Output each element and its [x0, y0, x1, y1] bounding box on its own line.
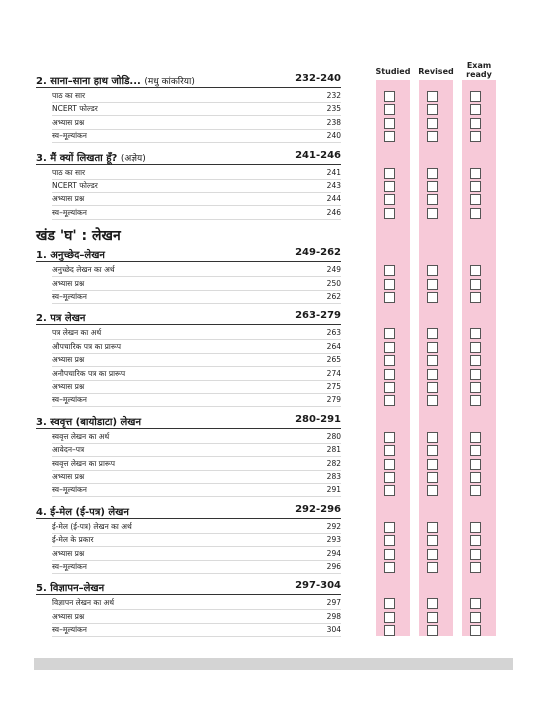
toc-row — [52, 291, 341, 304]
exam-ready-checkbox[interactable] — [470, 342, 481, 353]
section-title — [36, 580, 104, 594]
studied-checkbox[interactable] — [384, 342, 395, 353]
revised-checkbox[interactable] — [427, 279, 438, 290]
revised-checkbox[interactable] — [427, 355, 438, 366]
toc-item-label: स्व–मूल्यांकन — [52, 292, 87, 301]
toc-row — [52, 521, 341, 534]
exam-ready-checkbox[interactable] — [470, 118, 481, 129]
section-page-range: 292-296 — [295, 503, 341, 515]
section-title — [36, 414, 141, 428]
toc-item-page: 283 — [326, 472, 341, 481]
toc-item-page: 292 — [326, 521, 341, 531]
revised-checkbox[interactable] — [427, 265, 438, 276]
section-header — [36, 414, 341, 429]
section-title — [36, 247, 105, 261]
revised-checkbox[interactable] — [427, 342, 438, 353]
studied-checkbox[interactable] — [384, 472, 395, 483]
toc-item-label: अभ्यास प्रश्न — [52, 611, 85, 621]
toc-item-label: अभ्यास प्रश्न — [52, 472, 85, 481]
section-title-text: 2. साना–साना हाथ जोडि... — [36, 76, 141, 87]
toc-item-label: औपचारिक पत्र का प्रारूप — [52, 341, 121, 351]
studied-checkbox[interactable] — [384, 208, 395, 219]
revised-checkbox[interactable] — [427, 369, 438, 380]
section-title-text: 3. स्ववृत्त (बायोडाटा) लेखन — [36, 416, 142, 428]
revised-header: Revised — [418, 67, 454, 76]
toc-row — [52, 471, 341, 484]
toc-row — [52, 103, 341, 116]
studied-checkbox[interactable] — [384, 104, 395, 115]
toc-item-label: NCERT फोल्डर — [52, 181, 98, 190]
toc-item-label: स्व–मूल्यांकन — [52, 131, 87, 141]
studied-checkbox[interactable] — [384, 382, 395, 393]
exam-ready-checkbox[interactable] — [470, 485, 481, 496]
toc-item-label: स्व–मूल्यांकन — [52, 395, 87, 405]
toc-row — [52, 534, 341, 547]
section-title — [36, 310, 85, 324]
section-title-text: 2. पत्र लेखन — [36, 313, 86, 325]
toc-item-page: 275 — [326, 382, 341, 391]
toc-item-page: 263 — [326, 328, 341, 338]
revised-checkbox[interactable] — [427, 382, 438, 393]
studied-checkbox[interactable] — [384, 265, 395, 276]
section-title — [36, 73, 195, 87]
exam-ready-checkbox[interactable] — [470, 549, 481, 560]
revised-checkbox[interactable] — [427, 598, 438, 609]
revised-checkbox[interactable] — [427, 535, 438, 546]
toc-item-page: 243 — [326, 181, 341, 190]
toc-row — [52, 458, 341, 471]
revised-checkbox[interactable] — [427, 472, 438, 483]
section-title-text: 1. अनुच्छेद–लेखन — [36, 250, 105, 262]
toc-row — [52, 368, 341, 381]
studied-checkbox[interactable] — [384, 445, 395, 456]
exam-ready-checkbox[interactable] — [470, 562, 481, 573]
toc-item-label: अभ्यास प्रश्न — [52, 548, 85, 558]
studied-checkbox[interactable] — [384, 292, 395, 303]
toc-row — [52, 90, 341, 103]
section-title — [36, 504, 129, 518]
toc-item-label: स्ववृत्त लेखन का प्रारूप — [52, 458, 115, 468]
exam-ready-checkbox[interactable] — [470, 522, 481, 533]
section-page-range: 249-262 — [295, 247, 341, 259]
toc-item-label: अनुच्छेद लेखन का अर्थ — [52, 265, 115, 275]
footer-bar — [34, 658, 513, 670]
section-header — [36, 150, 341, 165]
toc-item-label: स्व–मूल्यांकन — [52, 625, 87, 635]
exam-ready-header: Exam ready — [466, 61, 492, 79]
studied-checkbox[interactable] — [384, 625, 395, 636]
toc-row — [52, 548, 341, 561]
toc-row — [52, 327, 341, 340]
exam-ready-checkbox[interactable] — [470, 292, 481, 303]
studied-checkbox[interactable] — [384, 522, 395, 533]
toc-item-label: ई-मेल के प्रकार — [52, 535, 94, 545]
toc-item-label: अभ्यास प्रश्न — [52, 194, 85, 204]
toc-row — [52, 167, 341, 180]
revised-checkbox[interactable] — [427, 445, 438, 456]
toc-row — [52, 193, 341, 206]
toc-item-page: 282 — [326, 458, 341, 468]
revised-checkbox[interactable] — [427, 432, 438, 443]
revised-checkbox[interactable] — [427, 625, 438, 636]
toc-item-label: NCERT फोल्डर — [52, 104, 98, 114]
toc-item-label: अभ्यास प्रश्न — [52, 117, 85, 127]
toc-row — [52, 278, 341, 291]
studied-checkbox[interactable] — [384, 459, 395, 470]
studied-checkbox[interactable] — [384, 432, 395, 443]
toc-row — [52, 624, 341, 637]
section-header — [36, 247, 341, 262]
exam-ready-checkbox[interactable] — [470, 612, 481, 623]
exam-ready-checkbox[interactable] — [470, 395, 481, 406]
toc-item-page: 291 — [326, 485, 341, 495]
toc-row — [52, 431, 341, 444]
toc-row — [52, 444, 341, 457]
toc-item-page: 304 — [326, 625, 341, 635]
revised-checkbox[interactable] — [427, 118, 438, 129]
section-header — [36, 580, 341, 595]
section-page-range: 263-279 — [295, 310, 341, 322]
section-page-range: 241-246 — [295, 149, 341, 161]
toc-item-page: 265 — [326, 355, 341, 365]
studied-checkbox[interactable] — [384, 181, 395, 192]
studied-checkbox[interactable] — [384, 369, 395, 380]
toc-item-page: 274 — [326, 368, 341, 378]
toc-item-page: 264 — [326, 341, 341, 351]
revised-checkbox[interactable] — [427, 104, 438, 115]
exam-ready-checkbox[interactable] — [470, 168, 481, 179]
studied-checkbox[interactable] — [384, 355, 395, 366]
revised-checkbox[interactable] — [427, 168, 438, 179]
section-title-text: 5. विज्ञापन–लेखन — [36, 583, 105, 595]
studied-checkbox[interactable] — [384, 194, 395, 205]
revised-checkbox[interactable] — [427, 562, 438, 573]
exam-ready-checkbox[interactable] — [470, 598, 481, 609]
toc-row — [52, 394, 341, 407]
revised-checkbox[interactable] — [427, 292, 438, 303]
toc-item-page: 280 — [326, 431, 341, 441]
studied-checkbox[interactable] — [384, 91, 395, 102]
toc-item-label: अभ्यास प्रश्न — [52, 278, 85, 288]
toc-item-page: 281 — [326, 445, 341, 455]
toc-item-label: पाठ का सार — [52, 167, 86, 177]
studied-checkbox[interactable] — [384, 549, 395, 560]
toc-item-page: 262 — [326, 292, 341, 301]
toc-item-label: स्व–मूल्यांकन — [52, 562, 87, 571]
toc-item-page: 293 — [326, 535, 341, 545]
toc-item-label: पत्र लेखन का अर्थ — [52, 328, 102, 338]
studied-checkbox[interactable] — [384, 131, 395, 142]
exam-ready-checkbox[interactable] — [470, 369, 481, 380]
revised-checkbox[interactable] — [427, 612, 438, 623]
toc-row — [52, 597, 341, 610]
studied-checkbox[interactable] — [384, 118, 395, 129]
exam-ready-checkbox[interactable] — [470, 432, 481, 443]
toc-item-label: स्व–मूल्यांकन — [52, 485, 87, 495]
studied-checkbox[interactable] — [384, 535, 395, 546]
studied-checkbox[interactable] — [384, 598, 395, 609]
khand-heading: खंड 'घ' : लेखन — [36, 228, 121, 245]
toc-item-label: विज्ञापन लेखन का अर्थ — [52, 598, 115, 608]
exam-ready-checkbox[interactable] — [470, 104, 481, 115]
studied-checkbox[interactable] — [384, 279, 395, 290]
section-title-text: 3. मैं क्यों लिखता हूँ? — [36, 152, 118, 164]
exam-ready-checkbox[interactable] — [470, 459, 481, 470]
section-page-range: 280-291 — [295, 413, 341, 425]
revised-checkbox[interactable] — [427, 181, 438, 192]
toc-item-label: अभ्यास प्रश्न — [52, 355, 85, 365]
studied-checkbox[interactable] — [384, 395, 395, 406]
section-header — [36, 73, 341, 88]
toc-row — [52, 207, 341, 220]
exam-ready-checkbox[interactable] — [470, 328, 481, 339]
revised-checkbox[interactable] — [427, 459, 438, 470]
exam-ready-checkbox[interactable] — [470, 625, 481, 636]
toc-item-page: 296 — [326, 562, 341, 571]
studied-header: Studied — [375, 67, 411, 76]
toc-row — [52, 264, 341, 277]
toc-item-page: 298 — [326, 611, 341, 621]
toc-item-label: ई-मेल (ई-पत्र) लेखन का अर्थ — [52, 521, 132, 531]
studied-checkbox[interactable] — [384, 562, 395, 573]
revised-checkbox[interactable] — [427, 549, 438, 560]
studied-checkbox[interactable] — [384, 612, 395, 623]
toc-row — [52, 180, 341, 193]
section-page-range: 232-240 — [295, 73, 341, 84]
exam-ready-checkbox[interactable] — [470, 472, 481, 483]
exam-ready-checkbox[interactable] — [470, 265, 481, 276]
section-header — [36, 504, 341, 519]
exam-ready-checkbox[interactable] — [470, 181, 481, 192]
revised-checkbox[interactable] — [427, 131, 438, 142]
toc-row — [52, 381, 341, 394]
section-title-text: 4. ई-मेल (ई-पत्र) लेखन — [36, 506, 129, 518]
exam-ready-checkbox[interactable] — [470, 445, 481, 456]
exam-ready-checkbox[interactable] — [470, 131, 481, 142]
toc-item-page: 240 — [326, 131, 341, 141]
exam-ready-checkbox[interactable] — [470, 208, 481, 219]
toc-item-page: 238 — [326, 117, 341, 127]
toc-item-label: स्व–मूल्यांकन — [52, 207, 87, 217]
exam-ready-checkbox[interactable] — [470, 194, 481, 205]
section-author: (अज्ञेय) — [120, 153, 146, 164]
exam-ready-checkbox[interactable] — [470, 382, 481, 393]
revised-checkbox[interactable] — [427, 194, 438, 205]
toc-item-page: 241 — [326, 167, 341, 177]
revised-checkbox[interactable] — [427, 91, 438, 102]
toc-item-page: 297 — [326, 598, 341, 608]
exam-ready-checkbox[interactable] — [470, 355, 481, 366]
toc-row — [52, 130, 341, 143]
section-title — [36, 150, 146, 164]
toc-item-label: स्ववृत्त लेखन का अर्थ — [52, 431, 110, 441]
toc-item-label: पाठ का सार — [52, 91, 86, 100]
exam-ready-checkbox[interactable] — [470, 535, 481, 546]
toc-item-page: 279 — [326, 395, 341, 405]
toc-item-page: 294 — [326, 548, 341, 558]
toc-row — [52, 561, 341, 574]
toc-item-label: अनौपचारिक पत्र का प्रारूप — [52, 368, 126, 378]
toc-item-label: आवेदन–पत्र — [52, 445, 85, 455]
toc-row — [52, 117, 341, 130]
toc-row — [52, 484, 341, 497]
section-page-range: 297-304 — [295, 580, 341, 592]
exam-ready-checkbox[interactable] — [470, 91, 481, 102]
revised-checkbox[interactable] — [427, 395, 438, 406]
studied-checkbox[interactable] — [384, 168, 395, 179]
section-author: (मधु कांकरिया) — [144, 77, 195, 87]
toc-item-page: 244 — [326, 194, 341, 204]
toc-row — [52, 611, 341, 624]
studied-checkbox[interactable] — [384, 485, 395, 496]
toc-item-page: 232 — [326, 91, 341, 100]
revised-checkbox[interactable] — [427, 485, 438, 496]
toc-item-page: 235 — [326, 104, 341, 114]
revised-checkbox[interactable] — [427, 522, 438, 533]
toc-row — [52, 354, 341, 367]
revised-checkbox[interactable] — [427, 208, 438, 219]
toc-row — [52, 341, 341, 354]
exam-ready-checkbox[interactable] — [470, 279, 481, 290]
section-header — [36, 310, 341, 325]
toc-item-label: अभ्यास प्रश्न — [52, 382, 85, 391]
studied-checkbox[interactable] — [384, 328, 395, 339]
toc-item-page: 249 — [326, 265, 341, 275]
toc-item-page: 246 — [326, 207, 341, 217]
toc-item-page: 250 — [326, 278, 341, 288]
revised-checkbox[interactable] — [427, 328, 438, 339]
